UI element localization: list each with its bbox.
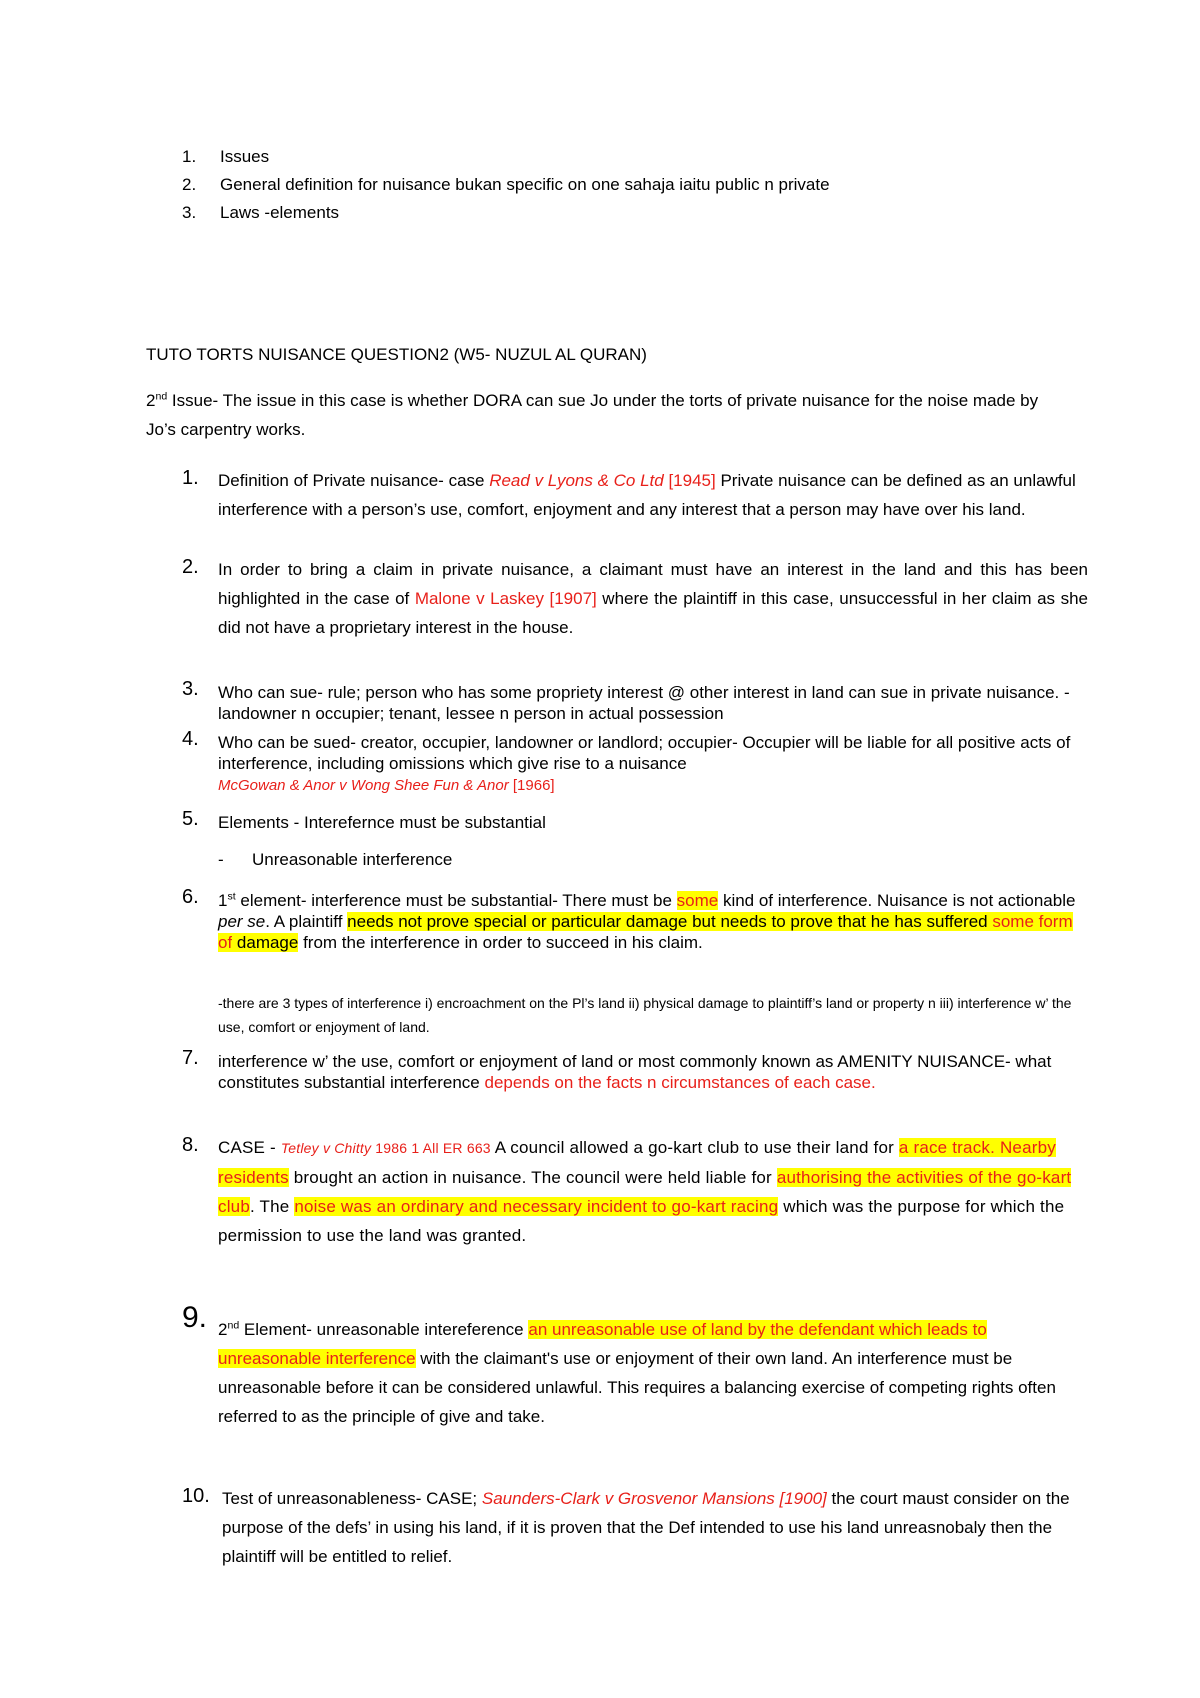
item-body: 1st element- interference must be substantial- There must be some kind of interference. Nuisance is not actionable per se. A plaintiff needs not prove special or particular damage but needs to prove that he has suffered some form of damage from the interference in order to succeed in his claim. — [218, 890, 1076, 952]
highlighted-text: some — [676, 891, 719, 910]
note-paragraph: -there are 3 types of interference i) encroachment on the Pl’s land ii) physical damage to plaintiff’s land or property n iii) interference w’ the use, comfort or enjoyment of land. — [218, 995, 1072, 1035]
sub-list-item: - Unreasonable interference — [218, 850, 453, 869]
issue-paragraph: 2nd Issue- The issue in this case is whether DORA can sue Jo under the torts of private nuisance for the noise made by Jo’s carpentry works. — [146, 390, 1039, 439]
item-body: 2nd Element- unreasonable intereference an unreasonable use of land by the defendant which leads to unreasonable interference with the claimant's use or enjoyment of their own land. An interference must be unreasonable before it can be considered unlawful. This requires a balancing exercise of competing rights often referred to as the principle of give and take. — [218, 1319, 1056, 1426]
highlighted-text: some form of — [218, 912, 1073, 952]
item-number: 9. — [182, 1301, 208, 1334]
item-number: 6. — [182, 886, 199, 908]
highlighted-text: damage — [232, 933, 299, 952]
item-number: 2. — [182, 556, 199, 578]
highlighted-text: needs not prove special or particular damage but needs to prove that he has suffered — [347, 912, 993, 931]
list-text: Laws -elements — [220, 203, 340, 222]
list-text: General definition for nuisance bukan specific on one sahaja iaitu public n private — [220, 175, 830, 194]
item-body: Who can sue- rule; person who has some propriety interest @ other interest in land can sue in private nuisance. -landowner n occupier; tenant, lessee n person in actual possession — [218, 683, 1070, 723]
highlighted-text: a race track. Nearby residents — [218, 1138, 1056, 1187]
list-number: 1. — [182, 147, 197, 166]
list-number: 3. — [182, 203, 197, 222]
item-number: 1. — [182, 467, 199, 489]
case-name: McGowan & Anor v Wong Shee Fun & Anor — [218, 777, 509, 794]
item-number: 7. — [182, 1047, 199, 1069]
highlighted-text: authorising the activities of the go-kart club — [218, 1168, 1072, 1216]
item-number: 4. — [182, 728, 199, 750]
item-body: interference w’ the use, comfort or enjoyment of land or most commonly known as AMENITY NUISANCE- what constitutes substantial interference depends on the facts n circumstances of each case. — [218, 1052, 1052, 1092]
highlighted-text: an unreasonable use of land by the defendant which leads to unreasonable interference — [218, 1320, 987, 1368]
item-number: 10. — [182, 1485, 210, 1507]
highlighted-text: noise was an ordinary and necessary incident to go-kart racing — [294, 1197, 779, 1216]
dash-bullet: - — [218, 850, 224, 869]
item-body: Who can be sued- creator, occupier, landowner or landlord; occupier- Occupier will be liable for all positive acts of interference, including omissions which give rise to a nuisance McGowan & Anor v Wong Shee Fun & Anor [1966] — [218, 733, 1071, 794]
case-name: Tetley v Chitty — [280, 1140, 372, 1156]
item-body: Definition of Private nuisance- case Read v Lyons & Co Ltd [1945] Private nuisance can be defined as an unlawful interference with a person’s use, comfort, enjoyment and any interest that a person may have over his land. — [218, 471, 1076, 519]
case-name: Read v Lyons & Co Ltd — [489, 471, 664, 490]
case-name: Malone v Laskey [1907] — [414, 589, 597, 608]
document-title: TUTO TORTS NUISANCE QUESTION2 (W5- NUZUL AL QURAN) — [146, 345, 647, 364]
item-body: In order to bring a claim in private nuisance, a claimant must have an interest in the land and this has been highlighted in the case of Malone v Laskey [1907] where the plaintiff in this case, unsuccessful in her claim as she did not have a proprietary interest in the house. — [218, 560, 1088, 637]
list-text: Issues — [220, 147, 270, 166]
list-number: 2. — [182, 175, 197, 194]
item-body: Elements - Interefernce must be substantial — [218, 813, 546, 832]
item-number: 3. — [182, 678, 199, 700]
item-body: Test of unreasonableness- CASE; Saunders-Clark v Grosvenor Mansions [1900] the court maust consider on the purpose of the defs’ in using his land, if it is proven that the Def intended to use his land unreasnobaly then the plaintiff will be entitled to relief. — [222, 1489, 1070, 1566]
item-body: CASE - Tetley v Chitty 1986 1 All ER 663 A council allowed a go-kart club to use their land for a race track. Nearby residents brought an action in nuisance. The council were held liable for authorising the activities of the go-kart club. The noise was an ordinary and necessary incident to go-kart racing which was the purpose for which the permission to use the land was granted. — [218, 1138, 1072, 1245]
item-number: 8. — [182, 1134, 199, 1156]
case-name: Saunders-Clark v Grosvenor Mansions [1900] — [481, 1489, 827, 1508]
item-number: 5. — [182, 808, 199, 830]
